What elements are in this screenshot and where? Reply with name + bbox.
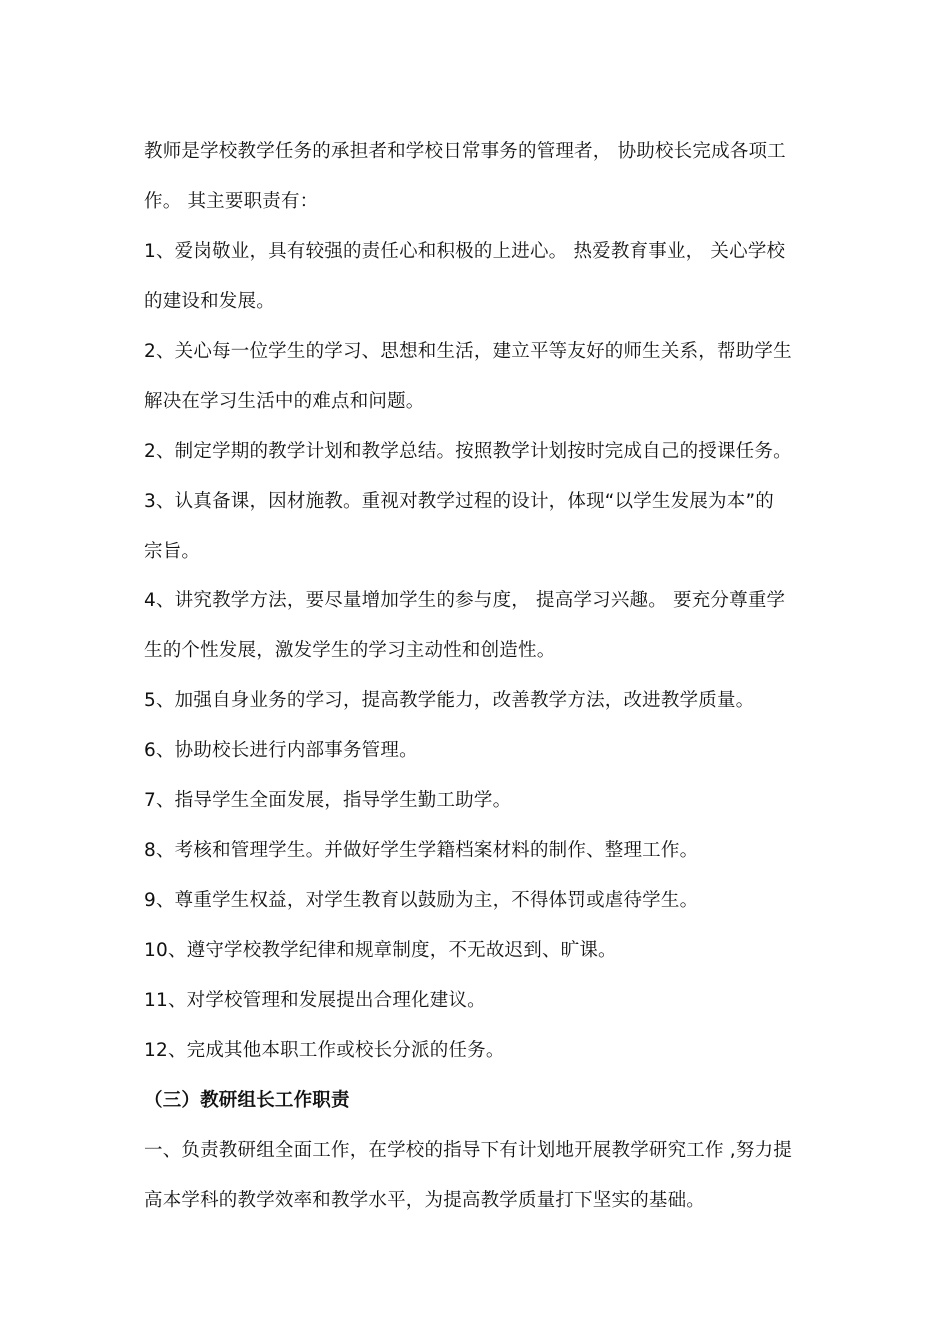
section-heading: （三）教研组长工作职责 xyxy=(144,1090,350,1111)
list-item-4-line-1: 4、讲究教学方法，要尽量增加学生的参与度， 提高学习兴趣。 要充分尊重学 xyxy=(144,590,786,611)
list-item-1-line-1: 1、爱岗敬业，具有较强的责任心和积极的上进心。 热爱教育事业， 关心学校 xyxy=(144,241,786,262)
section-paragraph-line-2: 高本学科的教学效率和教学水平，为提高教学质量打下坚实的基础。 xyxy=(144,1190,706,1211)
paragraph-intro-line-1: 教师是学校教学任务的承担者和学校日常事务的管理者， 协助校长完成各项工 xyxy=(144,141,786,162)
list-item-9: 9、尊重学生权益，对学生教育以鼓励为主，不得体罚或虐待学生。 xyxy=(144,890,699,911)
list-item-10: 10、遵守学校教学纪律和规章制度，不无故迟到、旷课。 xyxy=(144,940,617,961)
list-item-11: 11、对学校管理和发展提出合理化建议。 xyxy=(144,990,486,1011)
list-item-2-line-2: 解决在学习生活中的难点和问题。 xyxy=(144,391,425,412)
list-item-8: 8、考核和管理学生。并做好学生学籍档案材料的制作、整理工作。 xyxy=(144,840,699,861)
list-item-5: 5、加强自身业务的学习，提高教学能力，改善教学方法，改进教学质量。 xyxy=(144,690,755,711)
list-item-1-line-2: 的建设和发展。 xyxy=(144,291,275,312)
list-item-2b: 2、制定学期的教学计划和教学总结。按照教学计划按时完成自己的授课任务。 xyxy=(144,441,792,462)
list-item-12: 12、完成其他本职工作或校长分派的任务。 xyxy=(144,1040,505,1061)
paragraph-intro-line-2: 作。 其主要职责有： xyxy=(144,191,319,212)
list-item-3-line-2: 宗旨。 xyxy=(144,541,201,562)
list-item-2-line-1: 2、关心每一位学生的学习、思想和生活，建立平等友好的师生关系，帮助学生 xyxy=(144,341,792,362)
list-item-4-line-2: 生的个性发展，激发学生的学习主动性和创造性。 xyxy=(144,640,556,661)
section-paragraph-line-1: 一、负责教研组全面工作，在学校的指导下有计划地开展教学研究工作 ,努力提 xyxy=(144,1140,792,1161)
list-item-6: 6、协助校长进行内部事务管理。 xyxy=(144,740,418,761)
list-item-3-line-1: 3、认真备课，因材施教。重视对教学过程的设计，体现“以学生发展为本”的 xyxy=(144,491,774,512)
list-item-7: 7、指导学生全面发展，指导学生勤工助学。 xyxy=(144,790,512,811)
